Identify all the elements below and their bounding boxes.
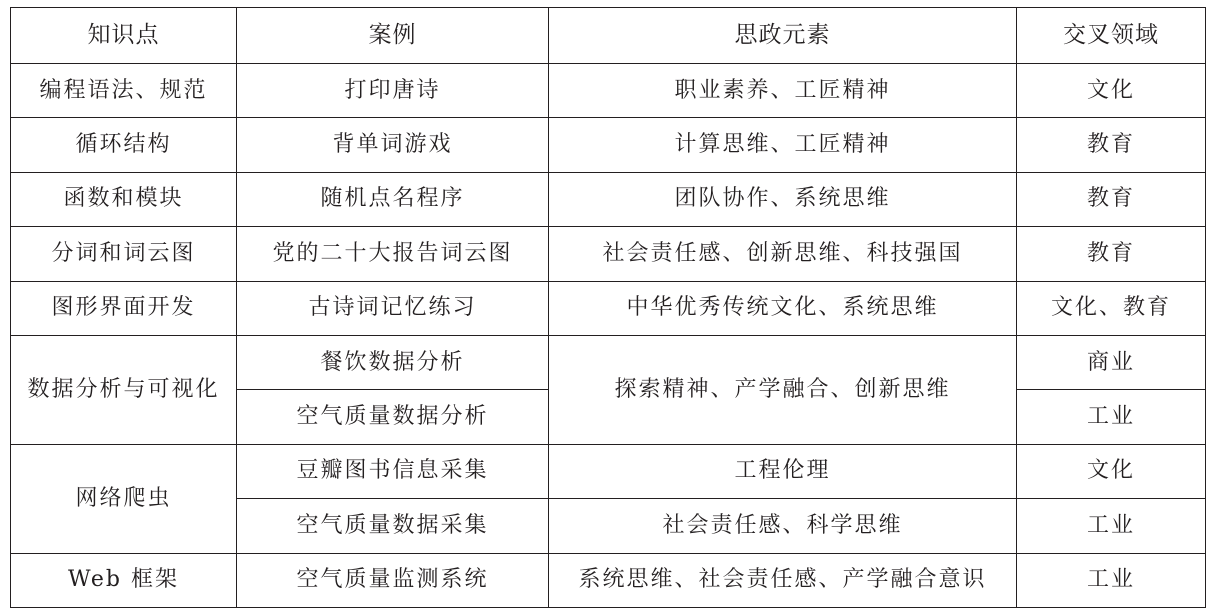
header-case: 案例 [237, 8, 549, 64]
table-row [11, 335, 1206, 389]
table-row [11, 227, 1206, 281]
ideology-course-table [10, 7, 1206, 608]
cell-domain: 商业 [1017, 335, 1206, 389]
cell-case: 随机点名程序 [237, 172, 549, 226]
cell-case: 打印唐诗 [237, 64, 549, 118]
table-row [11, 444, 1206, 498]
cell-domain: 工业 [1017, 390, 1206, 444]
cell-ideology: 系统思维、社会责任感、产学融合意识 [549, 553, 1017, 607]
table-row [11, 172, 1206, 226]
cell-domain: 工业 [1017, 553, 1206, 607]
cell-case: 空气质量监测系统 [237, 553, 549, 607]
cell-ideology: 社会责任感、创新思维、科技强国 [549, 227, 1017, 281]
cell-knowledge: 分词和词云图 [11, 227, 237, 281]
cell-case: 空气质量数据分析 [237, 390, 549, 444]
table-row [11, 64, 1206, 118]
cell-case: 豆瓣图书信息采集 [237, 444, 549, 498]
table-header-row [11, 8, 1206, 64]
cell-ideology: 计算思维、工匠精神 [549, 118, 1017, 172]
cell-ideology: 中华优秀传统文化、系统思维 [549, 281, 1017, 335]
table-row [11, 281, 1206, 335]
cell-case: 空气质量数据采集 [237, 499, 549, 553]
cell-domain: 教育 [1017, 227, 1206, 281]
cell-domain: 教育 [1017, 118, 1206, 172]
cell-ideology: 社会责任感、科学思维 [549, 499, 1017, 553]
cell-domain: 工业 [1017, 499, 1206, 553]
cell-knowledge: 函数和模块 [11, 172, 237, 226]
cell-case: 古诗词记忆练习 [237, 281, 549, 335]
cell-ideology: 职业素养、工匠精神 [549, 64, 1017, 118]
cell-domain: 教育 [1017, 172, 1206, 226]
table-row [11, 118, 1206, 172]
cell-case: 党的二十大报告词云图 [237, 227, 549, 281]
cell-case: 背单词游戏 [237, 118, 549, 172]
cell-ideology: 探索精神、产学融合、创新思维 [549, 335, 1017, 444]
cell-knowledge: 编程语法、规范 [11, 64, 237, 118]
header-domain: 交叉领域 [1017, 8, 1206, 64]
header-ideology: 思政元素 [549, 8, 1017, 64]
header-knowledge: 知识点 [11, 8, 237, 64]
course-table-container [10, 7, 1205, 598]
cell-knowledge: 网络爬虫 [11, 444, 237, 553]
cell-ideology: 团队协作、系统思维 [549, 172, 1017, 226]
cell-knowledge: Web 框架 [11, 553, 237, 607]
cell-knowledge: 数据分析与可视化 [11, 335, 237, 444]
cell-knowledge: 循环结构 [11, 118, 237, 172]
table-row [11, 553, 1206, 607]
cell-case: 餐饮数据分析 [237, 335, 549, 389]
cell-knowledge: 图形界面开发 [11, 281, 237, 335]
cell-domain: 文化 [1017, 64, 1206, 118]
cell-domain: 文化、教育 [1017, 281, 1206, 335]
cell-domain: 文化 [1017, 444, 1206, 498]
cell-ideology: 工程伦理 [549, 444, 1017, 498]
